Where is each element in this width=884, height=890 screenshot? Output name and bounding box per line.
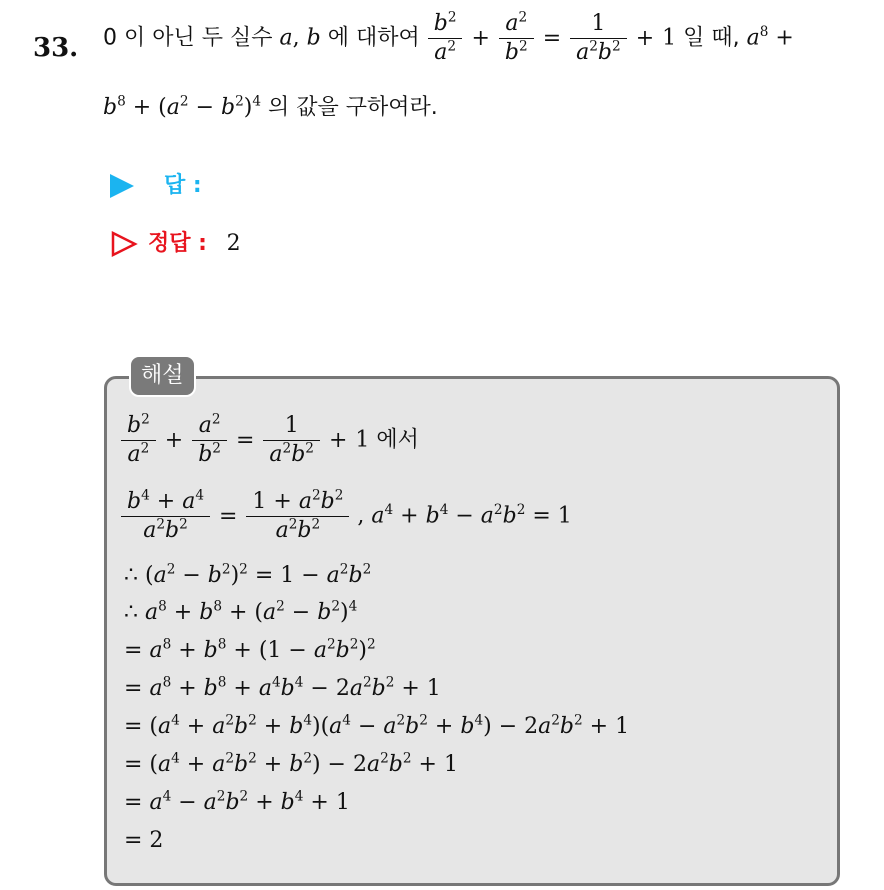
question-ask: 의 값을 구하여라. (268, 95, 438, 120)
solution-line-1: $\frac{b^2}{a^2}$ + $\frac{a^2}{b^2}$ = $\frac{1}{a^2b^2}$ + 1 에서 (124, 414, 419, 467)
outline-triangle-icon (110, 230, 138, 258)
correct-answer-row (110, 226, 241, 258)
solution-line-9: = $a^4 - a^2b^2 + b^4 + 1$ (124, 788, 350, 815)
solution-line-6: = $a^8 + b^8 + a^4b^4 - 2a^2b^2 + 1$ (124, 674, 441, 701)
fraction-a2-over-b2: $\frac{a^2}{b^2}$ (502, 12, 531, 65)
var-a: a (279, 25, 293, 51)
fraction-b2-over-a2: $\frac{b^2}{a^2}$ (431, 12, 460, 65)
solution-line-4: ∴ $a^8 + b^8 + (a^2 - b^2)^4$ (124, 598, 358, 625)
solution-line-10: = 2 (124, 828, 164, 853)
correct-answer-value: 2 (226, 231, 241, 256)
correct-answer-label: 정답 : (148, 231, 207, 256)
question-line-2: $b^8 + (a^2 - b^2)^4$ 의 값을 구하여라. (103, 93, 438, 120)
question-number: 33. (33, 33, 79, 63)
answer-row (110, 168, 202, 199)
solution-line-5: = $a^8 + b^8 + (1 - a^2b^2)^2$ (124, 636, 376, 663)
question-intro: 0 이 아닌 두 실수 (103, 25, 273, 51)
fraction-1-over-a2b2: $\frac{1}{a^2b^2}$ (573, 12, 624, 65)
answer-label: 답 : (164, 173, 202, 198)
solution-from: 에서 (376, 427, 419, 453)
question-when: 일 때, (683, 25, 740, 51)
solution-line-7: = $(a^4 + a^2b^2 + b^4)(a^4 - a^2b^2 + b^4) - 2a^2b^2 + 1$ (124, 712, 630, 739)
solution-line-8: = $(a^4 + a^2b^2 + b^2) - 2a^2b^2 + 1$ (124, 750, 458, 777)
question-line-1: 0 이 아닌 두 실수 a, b 에 대하여 $\frac{b^2}{a^2}$ + $\frac{a^2}{b^2}$ = $\frac{1}{a^2b^2}$ + 1 일 때, $a^8$ + (103, 9, 794, 66)
var-b: b (306, 25, 321, 51)
question-for: 에 대하여 (327, 25, 420, 51)
solution-line-2: $\frac{b^4 + a^4}{a^2b^2}$ = $\frac{1 + a^2b^2}{a^2b^2}$ , $a^4 + b^4 - a^2b^2 = 1$ (124, 490, 572, 543)
play-triangle-icon (110, 174, 134, 198)
solution-line-3: ∴ $(a^2 - b^2)^2 = 1 - a^2b^2$ (124, 561, 372, 588)
solution-tag: 해설 (129, 355, 196, 397)
